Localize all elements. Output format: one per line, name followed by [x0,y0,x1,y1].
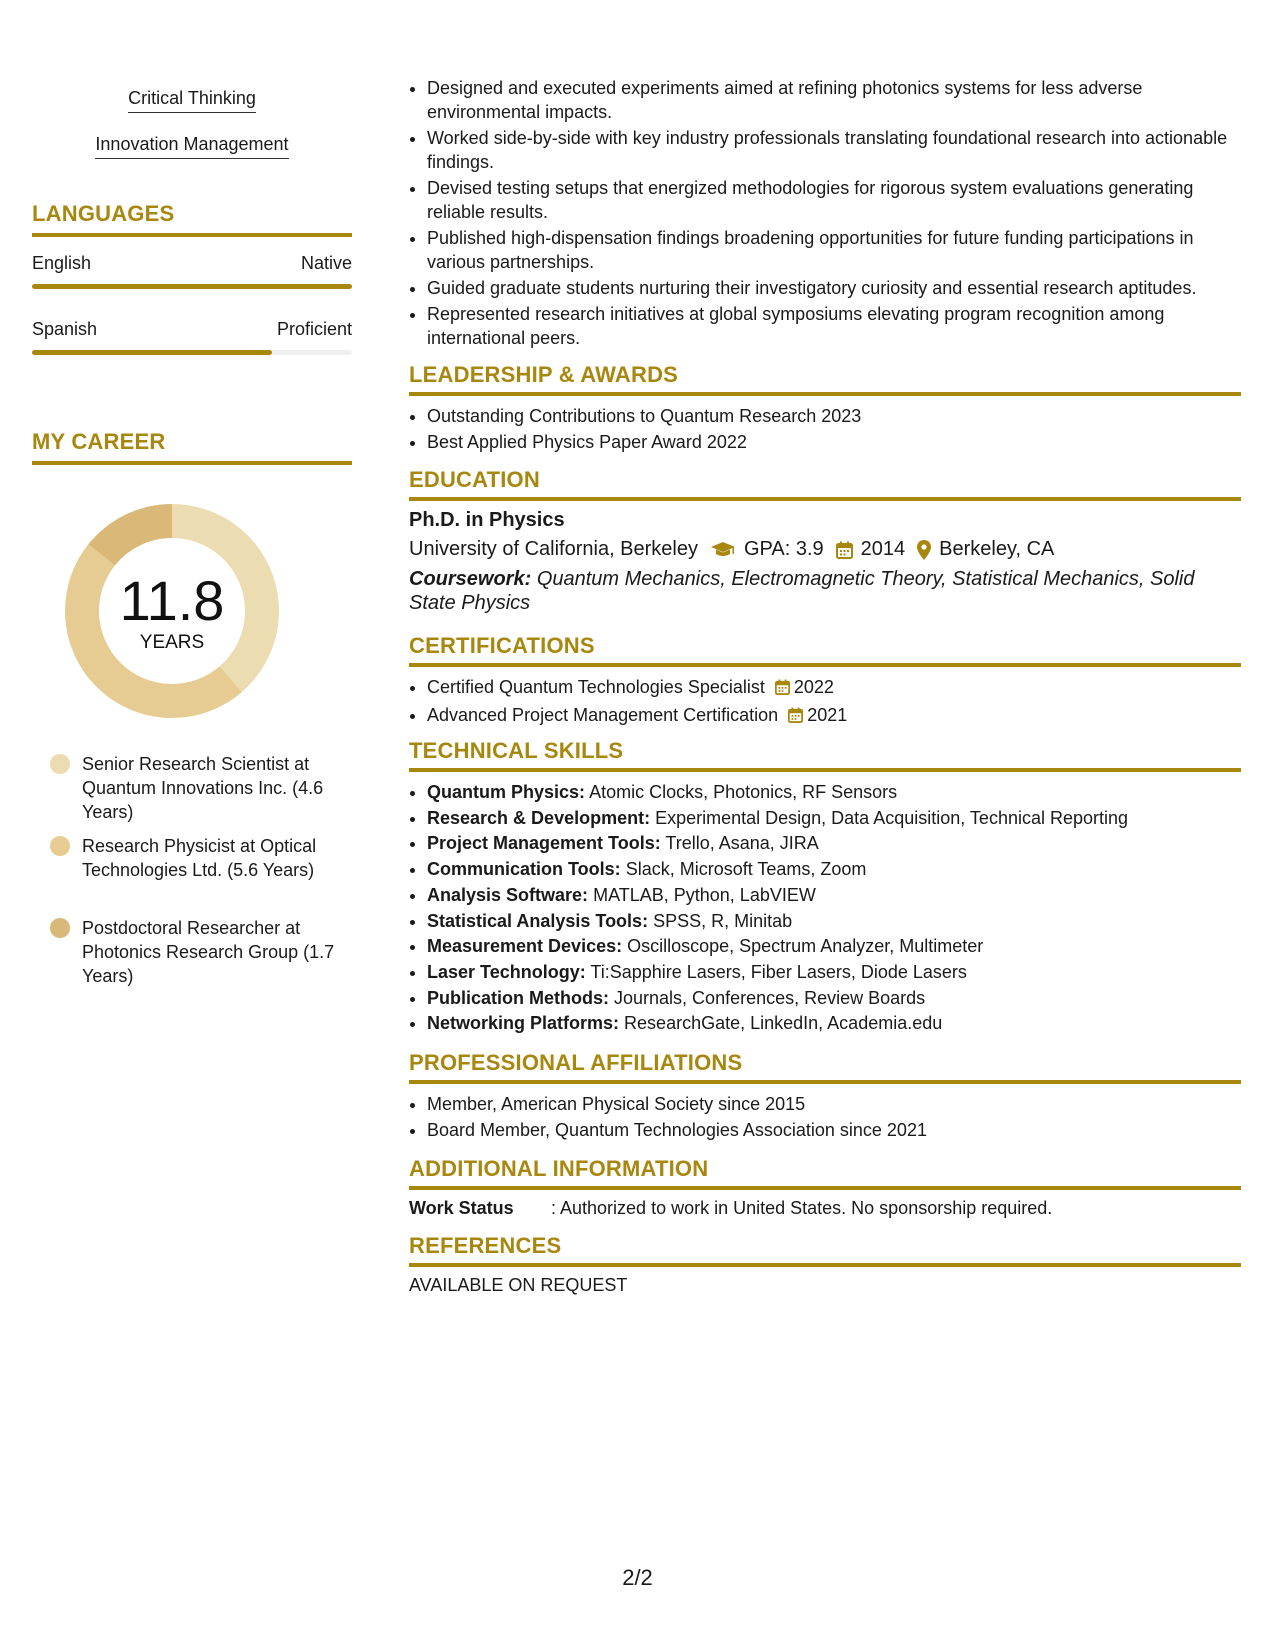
experience-bullet: • Guided graduate students nurturing their investigatory curiosity and essential research aptitudes. [427,276,1241,300]
skills-section [409,738,1241,1037]
skill-value: SPSS, R, Minitab [653,910,793,931]
experience-list [409,76,1241,350]
legend-text: Senior Research Scientist at Quantum Innovations Inc. (4.6 Years) [82,754,324,822]
skill-label: Networking Platforms: [427,1013,620,1034]
section-title: ADDITIONAL INFORMATION [409,1156,709,1181]
section-rule [409,663,1241,667]
skill-value: MATLAB, Python, LabVIEW [593,884,816,905]
skill-label: Analysis Software: [427,884,589,905]
section-title: TECHNICAL SKILLS [409,738,624,763]
award-item: • Best Applied Physics Paper Award 2022 [427,430,1241,454]
certification-name: Certified Quantum Technologies Specialist [427,677,765,697]
graduation-cap-icon [710,541,736,559]
skill-label: Laser Technology: [427,961,586,982]
section-title: EDUCATION [409,467,540,492]
skill-item [427,780,1241,806]
skill-label: Communication Tools: [427,859,621,880]
location: Berkeley, CA [939,538,1055,560]
section-title: REFERENCES [409,1233,562,1258]
work-status [409,1198,1241,1219]
skill-label: Quantum Physics: [427,782,586,802]
skill-item [427,1011,1241,1037]
language-name: Spanish [32,319,98,339]
languages-section [32,201,352,237]
gpa: GPA: 3.9 [744,538,824,560]
section-rule [409,1080,1241,1084]
additional-section [409,1156,1241,1219]
language-english [32,253,352,289]
skill-label: Project Management Tools: [427,833,661,854]
certification-name: Advanced Project Management Certification [427,705,779,725]
language-bar-fill [32,350,272,355]
certification-item [427,703,1241,729]
skill-label: Statistical Analysis Tools: [427,910,649,931]
legend-text: Research Physicist at Optical Technologies Ltd. (5.6 Years) [82,836,317,880]
skills-list [409,780,1241,1037]
skill-item [427,909,1241,935]
skill-label: Publication Methods: [427,987,609,1008]
strength-item: Critical Thinking [32,88,352,113]
language-level: Proficient [276,319,352,339]
skill-value: ResearchGate, LinkedIn, Academia.edu [624,1013,943,1034]
skill-label: Research & Development: [427,807,651,828]
legend-dot [50,918,70,938]
skill-value: Journals, Conferences, Review Boards [614,987,926,1008]
certifications-section [409,633,1241,729]
section-rule [409,1263,1241,1267]
section-rule [409,1186,1241,1190]
calendar-icon [836,541,853,559]
skill-value: Trello, Asana, JIRA [665,833,819,854]
language-name: English [32,253,92,273]
language-bar [32,284,352,289]
career-unit: YEARS [139,632,205,653]
skill-item [427,960,1241,986]
section-title: MY CAREER [32,429,166,454]
career-donut-chart [57,496,287,726]
skill-value: Atomic Clocks, Photonics, RF Sensors [589,782,898,802]
skill-item [427,806,1241,832]
legend-text: Postdoctoral Researcher at Photonics Research Group (1.7 Years) [82,918,335,986]
coursework-label: Coursework: [409,568,532,590]
language-bar [32,350,352,355]
career-section [32,429,352,465]
section-rule [409,768,1241,772]
coursework-list: Quantum Mechanics, Electromagnetic Theory, Statistical Mechanics, Solid State Physics [409,568,1195,614]
section-rule [409,497,1241,501]
skill-item [427,934,1241,960]
certification-year: 2021 [807,705,848,725]
legend-dot [50,836,70,856]
section-title: CERTIFICATIONS [409,633,595,658]
career-total: 11.8 [119,569,225,632]
skill-value: Slack, Microsoft Teams, Zoom [625,859,867,880]
skill-value: Oscilloscope, Spectrum Analyzer, Multimeter [627,936,984,957]
strength-item: Innovation Management [32,134,352,159]
section-title: PROFESSIONAL AFFILIATIONS [409,1050,743,1075]
section-title: LANGUAGES [32,201,175,226]
language-spanish [32,319,352,355]
skill-label: Measurement Devices: [427,936,623,957]
skill-value: Experimental Design, Data Acquisition, Technical Reporting [655,807,1129,828]
references-text: AVAILABLE ON REQUEST [409,1275,628,1295]
skill-value: Ti:Sapphire Lasers, Fiber Lasers, Diode Lasers [590,961,967,982]
legend-dot [50,754,70,774]
certification-item [427,675,1241,701]
language-level: Native [300,253,352,273]
affiliation-item: • Board Member, Quantum Technologies Association since 2021 [427,1118,1241,1142]
affiliation-item: • Member, American Physical Society since 2015 [427,1092,1241,1116]
experience-bullet: • Worked side-by-side with key industry professionals translating foundational research into actionable findings. [427,126,1241,174]
degree: Ph.D. in Physics [409,509,565,531]
skill-item [427,857,1241,883]
work-status-value: : Authorized to work in United States. No sponsorship required. [551,1198,1053,1218]
calendar-icon [775,677,790,701]
career-legend-item [50,752,340,824]
language-bar-fill [32,284,352,289]
experience-bullet: • Published high-dispensation findings broadening opportunities for future funding participations in various partnerships. [427,226,1241,274]
calendar-icon [788,705,803,729]
career-legend-item [50,834,340,882]
skill-item [427,986,1241,1012]
section-title: LEADERSHIP & AWARDS [409,362,679,387]
education-section [409,467,1241,615]
location-pin-icon [917,540,931,560]
experience-bullet: • Represented research initiatives at global symposiums elevating program recognition among international peers. [427,302,1241,350]
section-rule [32,461,352,465]
graduation-year: 2014 [860,538,906,560]
section-rule [32,233,352,237]
certification-year: 2022 [793,677,834,697]
award-item: • Outstanding Contributions to Quantum Research 2023 [427,404,1241,428]
education-meta [409,538,1241,561]
leadership-section [409,362,1241,454]
section-rule [409,392,1241,396]
affiliations-section [409,1050,1241,1142]
coursework [409,567,1241,615]
skill-item [427,883,1241,909]
references-section [409,1233,1241,1296]
page-number: 2/2 [622,1565,653,1590]
experience-bullet: • Devised testing setups that energized methodologies for rigorous system evaluations generating reliable results. [427,176,1241,224]
experience-bullet: • Designed and executed experiments aimed at refining photonics systems for less adverse environmental impacts. [427,76,1241,124]
work-status-label: Work Status [409,1198,514,1218]
school: University of California, Berkeley [409,538,698,560]
skill-item [427,831,1241,857]
career-legend-item [50,916,340,988]
